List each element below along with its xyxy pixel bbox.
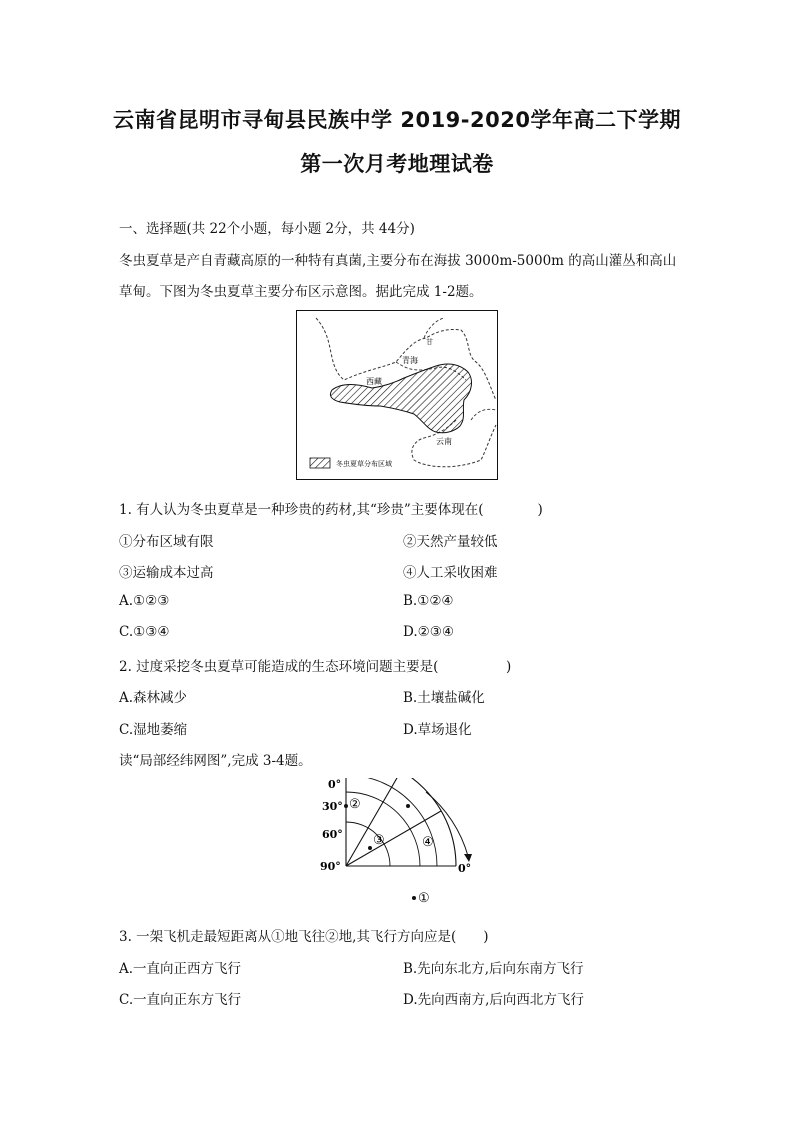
exam-title-line2: 第一次月考地理试卷 <box>300 152 494 176</box>
intro-line-2: 草甸。下图为冬虫夏草主要分布区示意图。据此完成 1-2题。 <box>119 284 483 300</box>
grid-intro: 读“局部经纬网图”,完成 3-4题。 <box>119 753 312 769</box>
parallel-30 <box>346 778 437 866</box>
q3-option-d[interactable]: D.先向西南方,后向西北方飞行 <box>403 992 584 1008</box>
q2-option-d[interactable]: D.草场退化 <box>403 722 472 738</box>
question-1-stem: 1. 有人认为冬虫夏草是一种珍贵的药材,其“珍贵”主要体现在( ) <box>119 502 543 518</box>
point-3: ③ <box>373 833 385 848</box>
label-gan: 甘 <box>426 338 433 346</box>
q1-statement-4: ④人工采收困难 <box>403 565 498 581</box>
meridian <box>346 778 401 866</box>
lat-label-90: 90° <box>320 860 341 873</box>
q2-option-b[interactable]: B.土壤盐碱化 <box>403 690 485 706</box>
q1-statement-1: ①分布区域有限 <box>119 534 214 550</box>
lon-label-0: 0° <box>458 862 472 875</box>
cordyceps-distribution-map <box>296 310 498 480</box>
legend-label: 冬虫夏草分布区域 <box>336 460 392 468</box>
q1-statement-2: ②天然产量较低 <box>403 534 498 550</box>
q1-option-c[interactable]: C.①③④ <box>119 624 170 640</box>
point-1: ① <box>418 891 430 906</box>
point-4: ④ <box>422 835 434 850</box>
lat-label-0: 0° <box>328 778 342 791</box>
q2-option-c[interactable]: C.湿地萎缩 <box>119 722 188 738</box>
q1-option-b[interactable]: B.①②④ <box>403 593 454 609</box>
q2-option-a[interactable]: A.森林减少 <box>119 690 188 706</box>
q1-statement-3: ③运输成本过高 <box>119 565 214 581</box>
question-3-stem: 3. 一架飞机走最短距离从①地飞往②地,其飞行方向应是( ) <box>119 929 489 945</box>
legend-swatch <box>310 458 330 468</box>
q3-option-a[interactable]: A.一直向正西方飞行 <box>119 961 242 977</box>
lat-label-60: 60° <box>322 828 343 841</box>
lat-label-30: 30° <box>322 800 343 813</box>
rotation-arrow-head <box>464 854 472 862</box>
lat-long-grid-figure <box>318 778 488 908</box>
q1-option-a[interactable]: A.①②③ <box>119 593 170 609</box>
parallel-0 <box>346 778 456 866</box>
label-qinghai: 青海 <box>402 356 418 365</box>
section-heading: 一、选择题(共 22个小题，每小题 2分，共 44分) <box>119 221 415 237</box>
exam-title-line1: 云南省昆明市寻甸县民族中学 2019-2020学年高二下学期 <box>113 108 681 132</box>
q1-option-d[interactable]: D.②③④ <box>403 624 454 640</box>
q3-option-b[interactable]: B.先向东北方,后向东南方飞行 <box>403 961 584 977</box>
question-2-stem: 2. 过度采挖冬虫夏草可能造成的生态环境问题主要是( ) <box>119 659 512 675</box>
point-2: ② <box>349 797 361 812</box>
label-yunnan: 云南 <box>436 437 452 446</box>
intro-line-1: 冬虫夏草是产自青藏高原的一种特有真菌,主要分布在海拔 3000m-5000m 的高山灌丛和高山 <box>119 253 677 269</box>
label-xizang: 西藏 <box>366 377 382 386</box>
q3-option-c[interactable]: C.一直向正东方飞行 <box>119 992 242 1008</box>
